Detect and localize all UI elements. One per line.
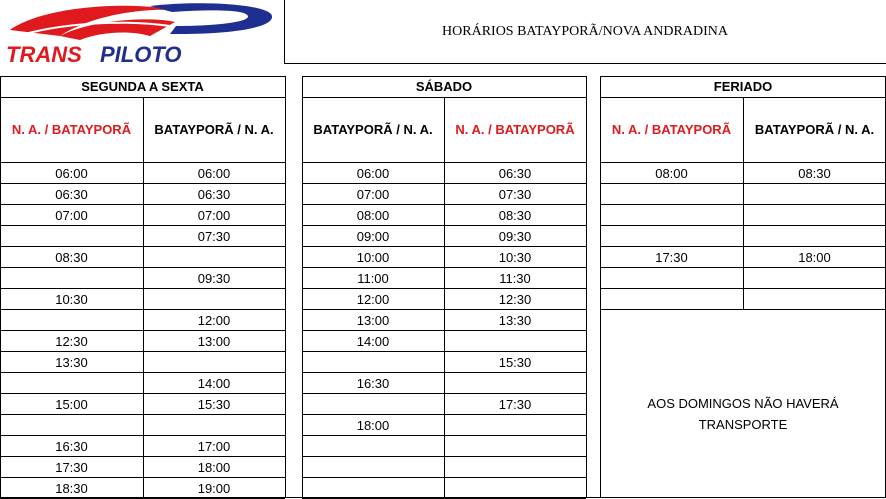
col-header-saturday-2: N. A. / BATAYPORÃ xyxy=(455,122,575,137)
time-cell-saturday: 16:30 xyxy=(356,376,390,391)
grid-line xyxy=(600,204,886,205)
time-cell-saturday: 06:00 xyxy=(356,166,390,181)
transpiloto-logo xyxy=(0,0,285,64)
time-cell-weekday: 07:00 xyxy=(197,208,231,223)
time-cell-weekday: 18:30 xyxy=(55,481,88,496)
time-cell-saturday: 09:00 xyxy=(356,229,390,244)
time-cell-weekday: 09:30 xyxy=(197,271,231,286)
time-cell-holiday: 08:30 xyxy=(798,166,831,181)
sunday-no-transport-note xyxy=(600,393,886,435)
col-header-weekday-1: N. A. / BATAYPORÃ xyxy=(11,122,132,137)
time-cell-weekday: 18:00 xyxy=(197,460,231,475)
time-cell-saturday: 13:00 xyxy=(356,313,390,328)
time-cell-saturday: 07:00 xyxy=(356,187,390,202)
time-cell-saturday: 06:30 xyxy=(498,166,532,181)
time-cell-weekday: 15:00 xyxy=(55,397,88,412)
time-cell-weekday: 14:00 xyxy=(197,376,231,391)
time-cell-saturday: 17:30 xyxy=(498,397,532,412)
time-cell-saturday: 09:30 xyxy=(498,229,532,244)
col-header-weekday-2: BATAYPORÃ / N. A. xyxy=(154,122,274,137)
time-cell-saturday: 11:00 xyxy=(357,271,389,286)
page-title: HORÁRIOS BATAYPORÃ/NOVA ANDRADINA xyxy=(442,24,728,39)
time-cell-saturday: 08:30 xyxy=(498,208,532,223)
time-cell-saturday: 18:00 xyxy=(356,418,390,433)
section-heading-weekday: SEGUNDA A SEXTA xyxy=(81,79,204,94)
logo-text-piloto: PILOTO xyxy=(100,42,182,64)
time-cell-weekday: 07:00 xyxy=(55,208,88,223)
section-heading-holiday: FERIADO xyxy=(713,79,773,94)
grid-line xyxy=(285,76,286,498)
time-cell-holiday: 08:00 xyxy=(655,166,688,181)
col-header-holiday-2: BATAYPORÃ / N. A. xyxy=(754,122,875,137)
grid-line xyxy=(586,76,587,498)
time-cell-holiday: 17:30 xyxy=(655,250,688,265)
grid-line xyxy=(302,477,586,478)
grid-line xyxy=(600,309,886,310)
time-cell-weekday: 12:00 xyxy=(197,313,231,328)
time-cell-saturday: 11:30 xyxy=(499,271,531,286)
note-line-2: TRANSPORTE xyxy=(698,417,788,432)
time-cell-saturday: 12:30 xyxy=(498,292,532,307)
note-line-1: AOS DOMINGOS NÃO HAVERÁ xyxy=(647,396,839,411)
time-cell-weekday: 08:30 xyxy=(55,250,88,265)
grid-line xyxy=(600,225,886,226)
time-cell-saturday: 13:30 xyxy=(498,313,532,328)
time-cell-weekday: 15:30 xyxy=(197,397,231,412)
time-cell-weekday: 17:00 xyxy=(197,439,231,454)
section-heading-saturday: SÁBADO xyxy=(415,79,473,94)
grid-line xyxy=(0,497,886,498)
grid-line xyxy=(302,456,586,457)
time-cell-weekday: 12:30 xyxy=(55,334,88,349)
time-cell-weekday: 13:00 xyxy=(197,334,231,349)
time-cell-holiday: 18:00 xyxy=(798,250,831,265)
time-cell-weekday: 16:30 xyxy=(55,439,88,454)
time-cell-weekday: 13:30 xyxy=(55,355,88,370)
col-header-saturday-1: BATAYPORÃ / N. A. xyxy=(313,122,433,137)
logo-text-trans: TRANS xyxy=(6,42,82,64)
time-cell-saturday: 07:30 xyxy=(498,187,532,202)
time-cell-weekday: 06:00 xyxy=(197,166,231,181)
grid-line xyxy=(600,288,886,289)
time-cell-saturday: 12:00 xyxy=(356,292,390,307)
time-cell-weekday: 19:00 xyxy=(197,481,231,496)
time-cell-weekday: 06:00 xyxy=(55,166,88,181)
time-cell-saturday: 10:00 xyxy=(356,250,390,265)
time-cell-weekday: 07:30 xyxy=(197,229,231,244)
time-cell-saturday: 15:30 xyxy=(498,355,532,370)
time-cell-weekday: 06:30 xyxy=(55,187,88,202)
time-cell-saturday: 08:00 xyxy=(356,208,390,223)
time-cell-weekday: 10:30 xyxy=(55,292,88,307)
time-cell-saturday: 10:30 xyxy=(498,250,532,265)
time-cell-weekday: 17:30 xyxy=(55,460,88,475)
time-cell-saturday: 14:00 xyxy=(356,334,390,349)
logo-graphic xyxy=(0,0,285,64)
time-cell-weekday: 06:30 xyxy=(197,187,231,202)
col-header-holiday-1: N. A. / BATAYPORÃ xyxy=(611,122,732,137)
